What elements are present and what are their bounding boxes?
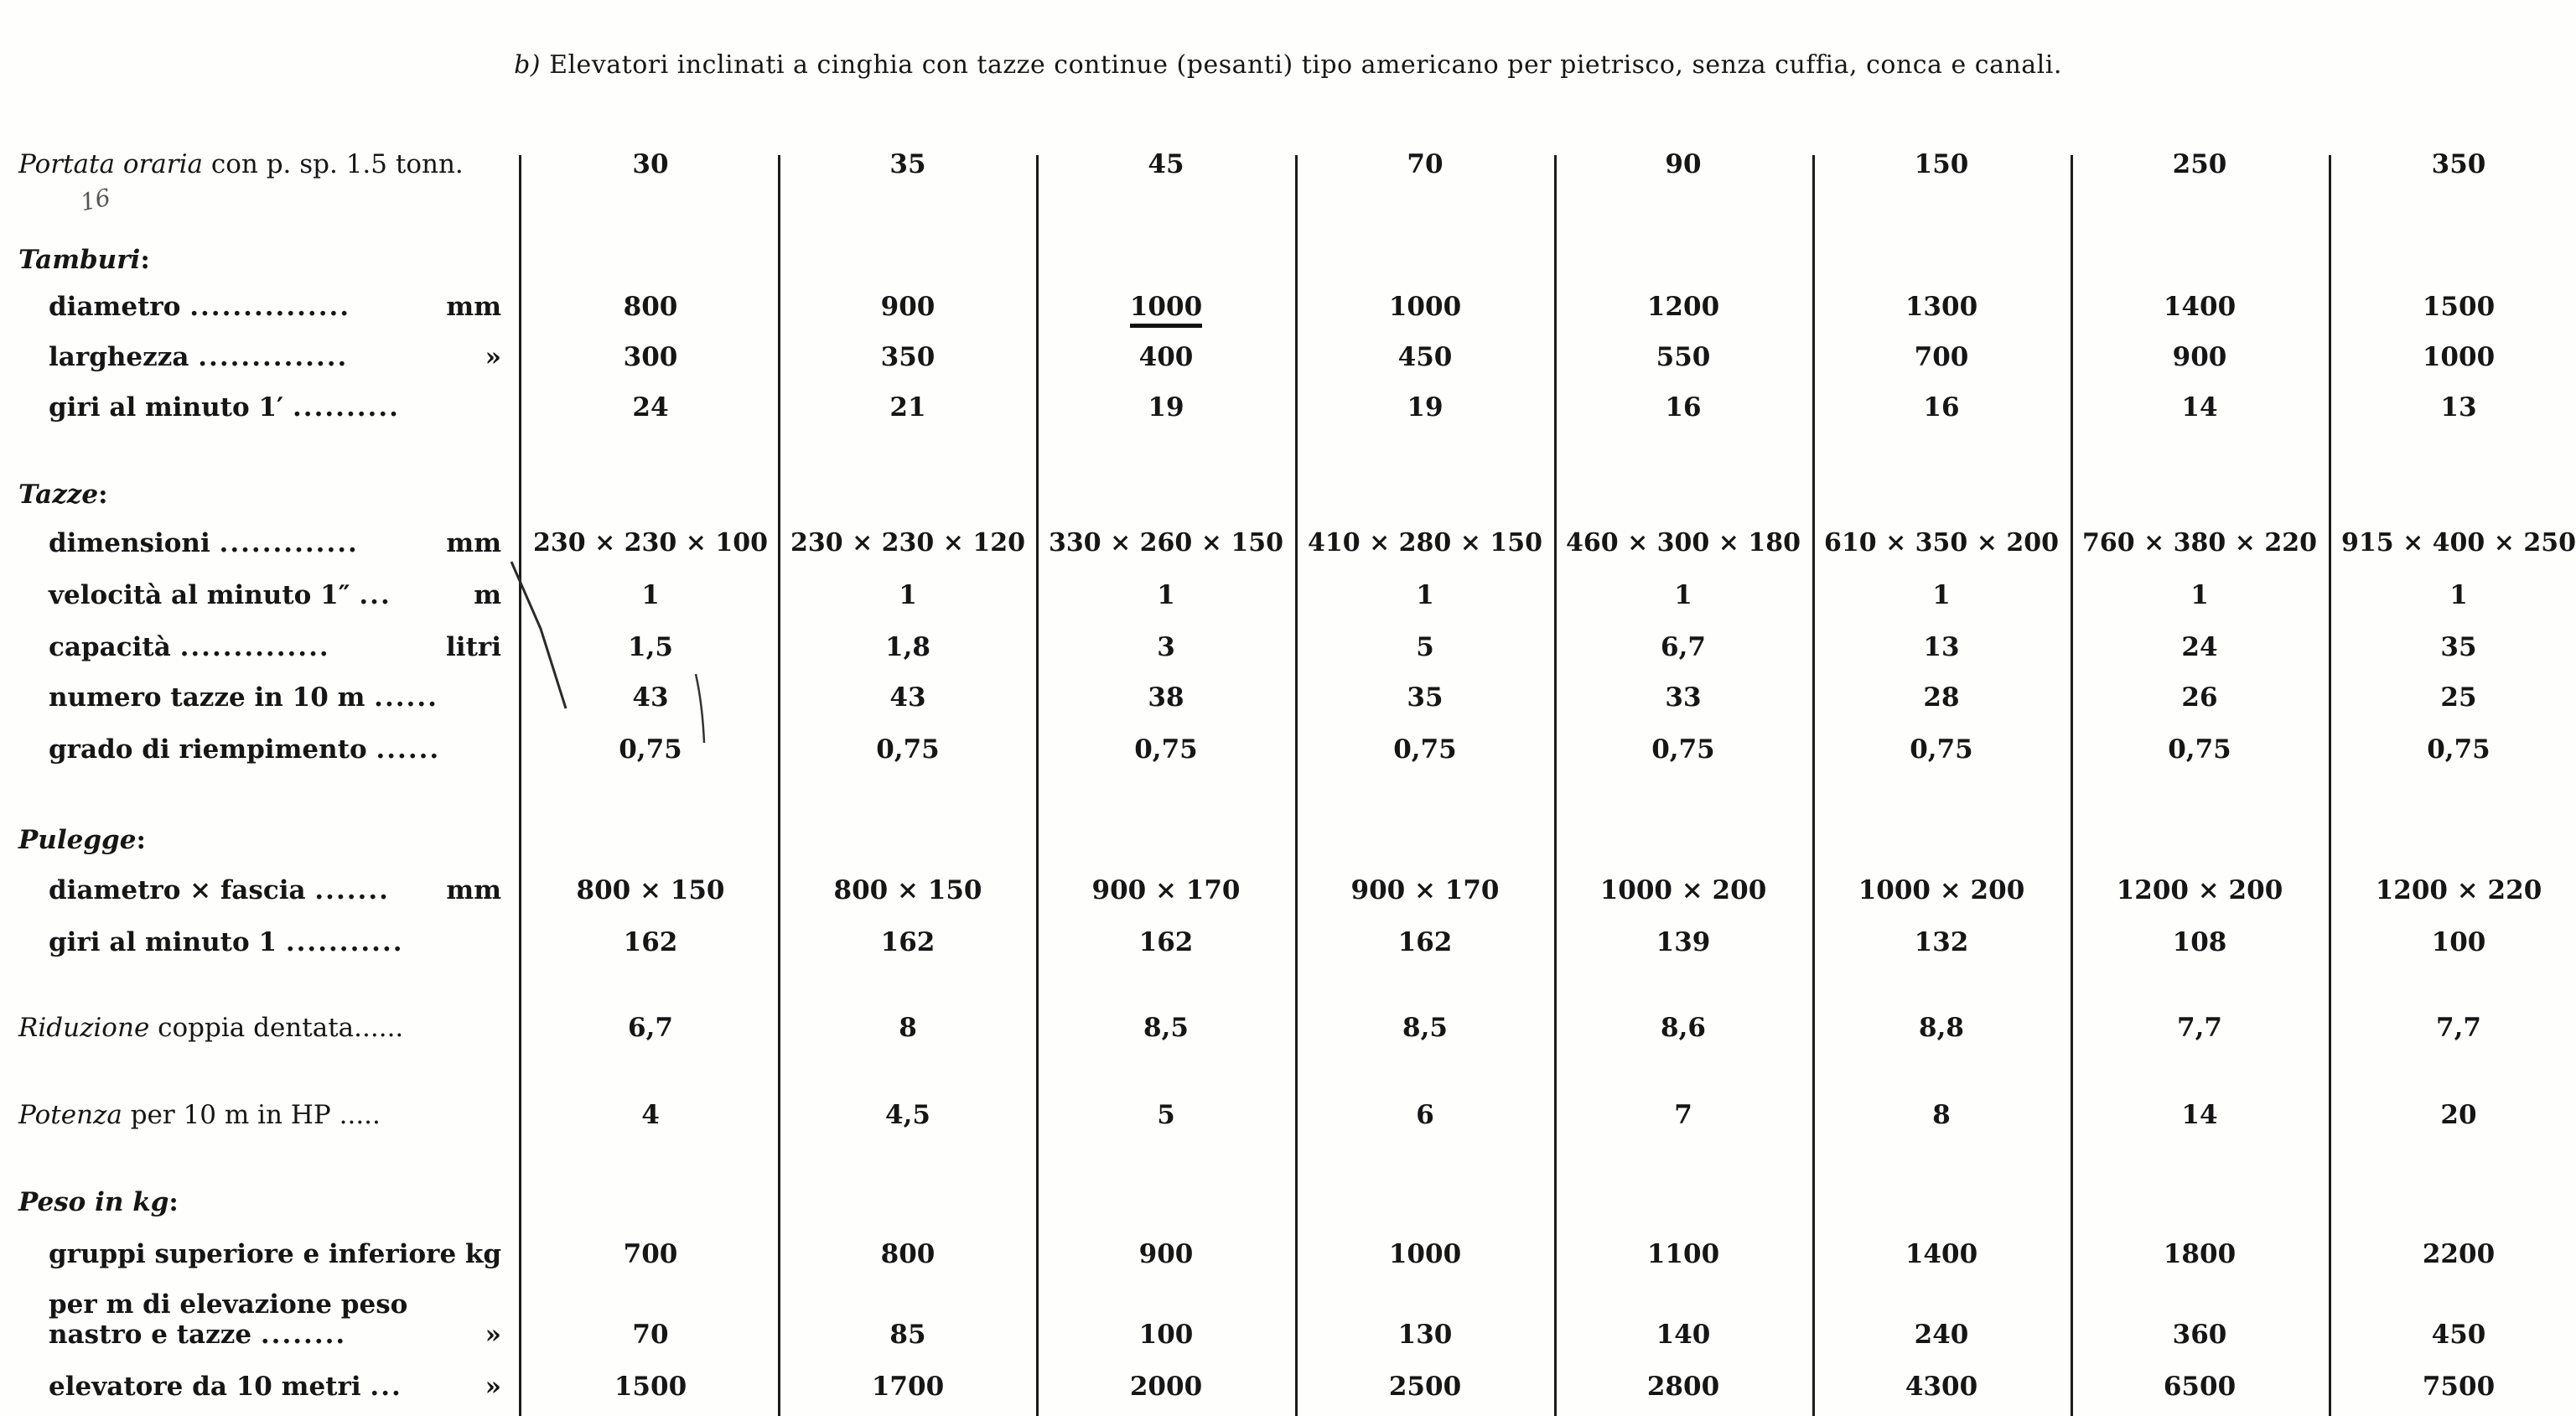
- cell-per_m_2: 360: [2172, 1320, 2227, 1350]
- cell-potenza: 7: [1674, 1100, 1692, 1130]
- cell-grado: 0,75: [1910, 734, 1973, 765]
- cell-potenza: 4,5: [885, 1100, 930, 1130]
- cell-elevatore: 2800: [1646, 1372, 1720, 1402]
- leader-dots: ..............: [198, 342, 349, 372]
- cell-giri_tamburi: 16: [1923, 392, 1960, 423]
- cell-elevatore: 7500: [2422, 1372, 2496, 1402]
- cell-diametro_fascia: 1200 × 200: [2116, 875, 2283, 905]
- cell-dimensioni: 460 × 300 × 180: [1566, 528, 1801, 558]
- row-label-portata: [18, 149, 464, 179]
- cell-velocita: 1: [899, 580, 917, 610]
- cell-gruppi: 1400: [1905, 1239, 1978, 1269]
- row-label-text: numero tazze in 10 m: [49, 682, 365, 713]
- cell-velocita: 1: [2190, 580, 2209, 610]
- cell-per_m_2: 70: [632, 1320, 669, 1350]
- row-label-peso: [18, 1187, 179, 1217]
- cell-per_m_2: 100: [1138, 1320, 1194, 1350]
- cell-potenza: 4: [641, 1100, 660, 1130]
- row-unit: litri: [446, 632, 501, 662]
- cell-capacita: 1,5: [628, 632, 673, 662]
- leader-dots: ..........: [293, 392, 400, 423]
- cell-velocita: 1: [1157, 580, 1175, 610]
- column-divider: [519, 155, 521, 1416]
- leader-dots: ...........: [285, 927, 404, 957]
- cell-diametro_fascia: 1200 × 220: [2375, 875, 2542, 905]
- row-label-text: giri al minuto 1′: [49, 392, 284, 423]
- cell-dimensioni: 410 × 280 × 150: [1308, 528, 1542, 558]
- column-divider: [1295, 155, 1298, 1416]
- cell-gruppi: 1800: [2163, 1239, 2237, 1269]
- leader-dots: ...: [359, 580, 391, 610]
- cell-portata: 250: [2172, 149, 2227, 179]
- cell-grado: 0,75: [619, 734, 682, 765]
- row-label-rest: :: [98, 480, 108, 510]
- cell-numero_tazze: 43: [889, 682, 926, 713]
- row-label-italic: Potenza: [18, 1100, 122, 1130]
- leader-dots: ......: [374, 682, 438, 713]
- row-label-rest: coppia dentata......: [149, 1013, 404, 1043]
- cell-giri_tamburi: 21: [889, 392, 926, 423]
- cell-gruppi: 900: [1138, 1239, 1194, 1269]
- cell-potenza: 8: [1932, 1100, 1951, 1130]
- leader-dots: ......: [376, 734, 441, 765]
- cell-potenza: 6: [1416, 1100, 1434, 1130]
- cell-velocita: 1: [1932, 580, 1951, 610]
- cell-portata: 45: [1148, 149, 1184, 179]
- cell-grado: 0,75: [2168, 734, 2231, 765]
- cell-portata: 150: [1914, 149, 1969, 179]
- cell-giri_tamburi: 24: [632, 392, 669, 423]
- row-label-tazze: [18, 480, 108, 510]
- cell-dimensioni: 760 × 380 × 220: [2082, 528, 2317, 558]
- row-label-diametro_fascia: [49, 875, 501, 905]
- leader-dots: ........: [260, 1320, 347, 1350]
- cell-velocita: 1: [1416, 580, 1434, 610]
- cell-riduzione: 6,7: [628, 1013, 673, 1043]
- cell-grado: 0,75: [1393, 734, 1457, 765]
- cell-numero_tazze: 25: [2440, 682, 2477, 713]
- cell-giri_tamburi: 19: [1148, 392, 1184, 423]
- column-divider: [778, 155, 780, 1416]
- row-label-elevatore: [49, 1372, 501, 1402]
- row-label-italic: Portata oraria: [18, 149, 203, 179]
- cell-giri_pulegge: 139: [1656, 927, 1711, 957]
- column-divider: [2329, 155, 2331, 1416]
- cell-dimensioni: 230 × 230 × 100: [533, 528, 768, 558]
- column-divider: [2071, 155, 2073, 1416]
- cell-grado: 0,75: [2427, 734, 2490, 765]
- cell-diametro: 1200: [1646, 292, 1720, 322]
- row-label-riduzione: [18, 1013, 403, 1043]
- row-label-rest: con p. sp. 1.5 tonn.: [203, 149, 464, 179]
- cell-giri_pulegge: 132: [1914, 927, 1969, 957]
- row-label-rest: :: [140, 245, 150, 275]
- cell-diametro_fascia: 900 × 170: [1091, 875, 1241, 905]
- row-label-potenza: [18, 1100, 381, 1130]
- cell-gruppi: 700: [623, 1239, 678, 1269]
- cell-riduzione: 7,7: [2177, 1013, 2222, 1043]
- cell-gruppi: 2200: [2422, 1239, 2496, 1269]
- cell-giri_pulegge: 162: [623, 927, 678, 957]
- row-label-italic: Peso in kg: [18, 1187, 169, 1217]
- cell-portata: 35: [889, 149, 926, 179]
- cell-giri_tamburi: 19: [1407, 392, 1443, 423]
- row-label-grado: [49, 734, 501, 765]
- cell-capacita: 3: [1157, 632, 1175, 662]
- row-label-italic: Pulegge: [18, 825, 137, 855]
- column-divider: [1036, 155, 1039, 1416]
- cell-per_m_2: 130: [1397, 1320, 1453, 1350]
- row-label-rest: :: [136, 825, 146, 855]
- cell-portata: 90: [1665, 149, 1702, 179]
- cell-riduzione: 7,7: [2436, 1013, 2481, 1043]
- row-label-text: velocità al minuto 1″: [49, 580, 350, 610]
- cell-dimensioni: 330 × 260 × 150: [1049, 528, 1283, 558]
- cell-diametro: 900: [880, 292, 936, 322]
- cell-larghezza: 400: [1138, 342, 1194, 372]
- title-text: Elevatori inclinati a cinghia con tazze continue (pesanti) tipo americano per pietrisco, senza cuffia, conca e canali.: [549, 50, 2062, 80]
- row-label-text: larghezza: [49, 342, 189, 372]
- cell-per_m_2: 450: [2431, 1320, 2486, 1350]
- cell-diametro_fascia: 900 × 170: [1350, 875, 1500, 905]
- cell-diametro: 1300: [1905, 292, 1978, 322]
- row-label-italic: Tamburi: [18, 245, 141, 275]
- column-divider: [1812, 155, 1815, 1416]
- cell-portata: 30: [632, 149, 669, 179]
- cell-grado: 0,75: [876, 734, 940, 765]
- row-unit: »: [485, 1372, 501, 1402]
- row-label-diametro: [49, 292, 501, 322]
- row-label-text: grado di riempimento: [49, 734, 367, 765]
- cell-elevatore: 6500: [2163, 1372, 2237, 1402]
- cell-per_m_2: 85: [889, 1320, 926, 1350]
- cell-larghezza: 350: [880, 342, 936, 372]
- pencil-tick-mark: [692, 671, 709, 746]
- row-label-rest: per 10 m in HP .....: [122, 1100, 381, 1130]
- cell-diametro_fascia: 1000 × 200: [1599, 875, 1767, 905]
- row-label-giri_tamburi: [49, 392, 501, 423]
- row-label-italic: Tazze: [18, 480, 99, 510]
- row-label-text: dimensioni: [49, 528, 210, 558]
- cell-numero_tazze: 35: [1407, 682, 1443, 713]
- cell-diametro: 1400: [2163, 292, 2237, 322]
- row-label-text: capacità: [49, 632, 171, 662]
- handwritten-number: 16: [77, 183, 113, 217]
- cell-diametro: 1500: [2422, 292, 2496, 322]
- cell-diametro_fascia: 800 × 150: [833, 875, 982, 905]
- cell-elevatore: 1500: [614, 1372, 687, 1402]
- row-label-velocita: [49, 580, 501, 610]
- leader-dots: ...: [370, 1372, 402, 1402]
- cell-velocita: 1: [1674, 580, 1692, 610]
- cell-per_m_2: 140: [1656, 1320, 1711, 1350]
- row-label-text: giri al minuto 1: [49, 927, 277, 957]
- cell-portata: 70: [1407, 149, 1443, 179]
- cell-diametro: 800: [623, 292, 678, 322]
- cell-diametro: [1040, 292, 1292, 322]
- cell-potenza: 14: [2181, 1100, 2218, 1130]
- pencil-stroke-mark: [503, 553, 578, 721]
- cell-larghezza: 550: [1656, 342, 1711, 372]
- cell-velocita: 1: [641, 580, 660, 610]
- cell-diametro: 1000: [1388, 292, 1462, 322]
- cell-giri_pulegge: 108: [2172, 927, 2227, 957]
- cell-numero_tazze: 33: [1665, 682, 1702, 713]
- leader-dots: ..............: [179, 632, 330, 662]
- row-label-per_m_1: [49, 1289, 501, 1320]
- page-title: [0, 50, 2576, 80]
- row-label-text: gruppi superiore e inferiore: [49, 1239, 457, 1269]
- cell-giri_tamburi: 14: [2181, 392, 2218, 423]
- cell-riduzione: 8,5: [1143, 1013, 1189, 1043]
- row-label-larghezza: [49, 342, 501, 372]
- row-label-text: diametro: [49, 292, 181, 322]
- row-label-text: per m di elevazione peso: [49, 1289, 408, 1320]
- row-label-capacita: [49, 632, 501, 662]
- cell-elevatore: 2000: [1129, 1372, 1203, 1402]
- row-unit: mm: [446, 528, 501, 558]
- cell-elevatore: 1700: [871, 1372, 945, 1402]
- cell-riduzione: 8,8: [1919, 1013, 1964, 1043]
- cell-diametro_fascia: 800 × 150: [576, 875, 725, 905]
- section-letter: b): [514, 50, 542, 80]
- cell-grado: 0,75: [1651, 734, 1715, 765]
- cell-capacita: 1,8: [885, 632, 930, 662]
- cell-larghezza: 700: [1914, 342, 1969, 372]
- cell-gruppi: 800: [880, 1239, 936, 1269]
- cell-portata: 350: [2431, 149, 2486, 179]
- row-label-dimensioni: [49, 528, 501, 558]
- cell-numero_tazze: 26: [2181, 682, 2218, 713]
- cell-larghezza: 1000: [2422, 342, 2496, 372]
- cell-dimensioni: 610 × 350 × 200: [1824, 528, 2059, 558]
- cell-capacita: 35: [2440, 632, 2477, 662]
- cell-capacita: 6,7: [1661, 632, 1706, 662]
- cell-numero_tazze: 28: [1923, 682, 1960, 713]
- cell-potenza: 5: [1157, 1100, 1175, 1130]
- row-label-gruppi: [49, 1239, 501, 1269]
- cell-larghezza: 300: [623, 342, 678, 372]
- cell-capacita: 24: [2181, 632, 2218, 662]
- underlined-value: 1000: [1130, 292, 1202, 328]
- cell-capacita: 5: [1416, 632, 1434, 662]
- cell-gruppi: 1000: [1388, 1239, 1462, 1269]
- row-unit: m: [474, 580, 501, 610]
- cell-capacita: 13: [1923, 632, 1960, 662]
- cell-riduzione: 8,6: [1661, 1013, 1706, 1043]
- cell-gruppi: 1100: [1646, 1239, 1720, 1269]
- row-unit: mm: [446, 292, 501, 322]
- cell-diametro_fascia: 1000 × 200: [1858, 875, 2025, 905]
- column-divider: [1554, 155, 1557, 1416]
- cell-giri_pulegge: 162: [880, 927, 936, 957]
- row-unit: »: [485, 342, 501, 372]
- row-label-rest: :: [168, 1187, 179, 1217]
- row-label-giri_pulegge: [49, 927, 501, 957]
- cell-grado: 0,75: [1134, 734, 1198, 765]
- cell-giri_tamburi: 16: [1665, 392, 1702, 423]
- cell-numero_tazze: 43: [632, 682, 669, 713]
- cell-larghezza: 450: [1397, 342, 1453, 372]
- cell-elevatore: 2500: [1388, 1372, 1462, 1402]
- cell-potenza: 20: [2440, 1100, 2477, 1130]
- cell-giri_pulegge: 100: [2431, 927, 2486, 957]
- row-unit: »: [485, 1320, 501, 1350]
- row-label-italic: Riduzione: [18, 1013, 150, 1043]
- cell-per_m_2: 240: [1914, 1320, 1969, 1350]
- row-label-per_m_2: [49, 1320, 501, 1350]
- row-unit: kg: [464, 1239, 501, 1269]
- cell-numero_tazze: 38: [1148, 682, 1184, 713]
- row-label-text: nastro e tazze: [49, 1320, 252, 1350]
- row-label-tamburi: [18, 245, 150, 275]
- cell-larghezza: 900: [2172, 342, 2227, 372]
- row-label-text: diametro × fascia: [49, 875, 306, 905]
- cell-dimensioni: 230 × 230 × 120: [790, 528, 1025, 558]
- leader-dots: ...............: [189, 292, 351, 322]
- cell-giri_tamburi: 13: [2440, 392, 2477, 423]
- leader-dots: .......: [314, 875, 390, 905]
- row-label-numero_tazze: [49, 682, 501, 713]
- row-label-pulegge: [18, 825, 146, 855]
- cell-dimensioni: 915 × 400 × 250: [2341, 528, 2576, 558]
- cell-elevatore: 4300: [1905, 1372, 1978, 1402]
- cell-giri_pulegge: 162: [1397, 927, 1453, 957]
- cell-riduzione: 8: [899, 1013, 917, 1043]
- leader-dots: .............: [219, 528, 359, 558]
- row-unit: mm: [446, 875, 501, 905]
- cell-velocita: 1: [2449, 580, 2468, 610]
- cell-riduzione: 8,5: [1402, 1013, 1448, 1043]
- row-label-text: elevatore da 10 metri: [49, 1372, 361, 1402]
- cell-giri_pulegge: 162: [1138, 927, 1194, 957]
